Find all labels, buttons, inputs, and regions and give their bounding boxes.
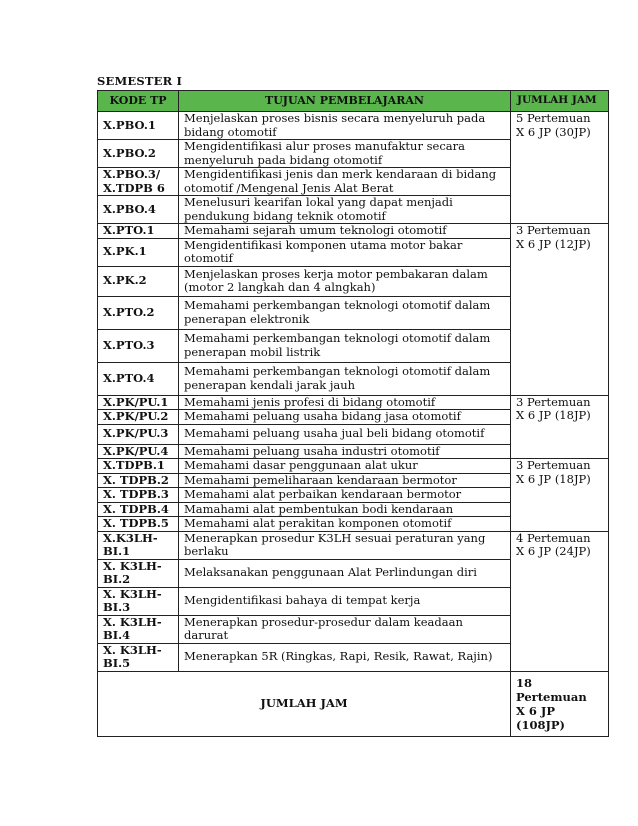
kode-tp-cell [98, 196, 179, 224]
tujuan-cell [179, 643, 511, 671]
total-value [511, 671, 609, 736]
kode-tp-line: X.TDPB 6 [103, 180, 165, 195]
kode-tp-line: X.PBO.3/ [103, 167, 161, 181]
table-body [98, 112, 609, 672]
kode-tp-line: X.PK/PU.1 [103, 394, 169, 409]
table-row [98, 112, 609, 140]
kode-tp-line: X.PTO.2 [103, 304, 155, 319]
tujuan-line: Memahami pemeliharaan kendaraan bermotor [184, 472, 457, 487]
tujuan-line: Memahami peluang usaha industri otomotif [184, 443, 440, 458]
tujuan-line: pendukung bidang teknik otomotif [184, 208, 386, 223]
kode-tp-cell [98, 296, 179, 329]
tujuan-cell [179, 329, 511, 362]
kode-tp-line: X.PTO.3 [103, 337, 155, 352]
tujuan-cell [179, 502, 511, 517]
tujuan-line: Memahami alat perbaikan kendaraan bermotor [184, 487, 462, 501]
kode-tp-cell [98, 329, 179, 362]
tujuan-line: otomotif /Mengenal Jenis Alat Berat [184, 180, 394, 195]
kode-tp-line: X. K3LH- [103, 642, 162, 657]
jumlah-jam-line: X 6 JP (18JP) [516, 471, 591, 486]
kode-tp-line: X.K3LH- [103, 530, 158, 545]
kode-tp-line: X. K3LH- [103, 586, 162, 601]
kode-tp-cell [98, 224, 179, 239]
tujuan-line: menyeluruh pada bidang otomotif [184, 152, 383, 167]
tujuan-cell [179, 362, 511, 395]
kode-tp-line: X.PK.1 [103, 244, 147, 259]
kode-tp-cell [98, 112, 179, 140]
tujuan-cell [179, 196, 511, 224]
kode-tp-line: X. TDPB.2 [103, 472, 169, 487]
jumlah-jam-line: 4 Pertemuan [516, 530, 591, 545]
table-row [98, 459, 609, 474]
kode-tp-cell [98, 362, 179, 395]
tujuan-line: (motor 2 langkah dan 4 alngkah) [184, 280, 376, 294]
tujuan-line: Mengidentifikasi komponen utama motor bakar otomotif [184, 237, 463, 265]
tujuan-cell [179, 587, 511, 615]
kode-tp-cell [98, 424, 179, 444]
tujuan-cell [179, 395, 511, 410]
jumlah-jam-line: X 6 JP (30JP) [516, 124, 591, 139]
kode-tp-cell [98, 168, 179, 196]
tujuan-cell [179, 112, 511, 140]
kode-tp-cell [98, 473, 179, 488]
tujuan-line: Mamahami alat pembentukan bodi kendaraan [184, 501, 454, 516]
tujuan-line: Memahami perkembangan teknologi otomotif dalam [184, 364, 491, 378]
tujuan-cell [179, 224, 511, 239]
tujuan-cell [179, 140, 511, 168]
tujuan-cell [179, 615, 511, 643]
tujuan-line: Memahami dasar penggunaan alat ukur [184, 458, 418, 472]
kode-tp-cell [98, 444, 179, 459]
kode-tp-line: X. K3LH- [103, 558, 162, 573]
kode-tp-cell [98, 140, 179, 168]
kode-tp-cell [98, 559, 179, 587]
kode-tp-line: X.PBO.4 [103, 201, 156, 216]
kode-tp-line: BI.1 [103, 544, 131, 558]
tujuan-line: Menerapkan 5R (Ringkas, Rapi, Resik, Rawat, Rajin) [184, 649, 493, 664]
kode-tp-line: BI.3 [103, 600, 131, 614]
kode-tp-cell [98, 410, 179, 425]
total-row [98, 671, 609, 736]
kode-tp-line: X. TDPB.4 [103, 501, 169, 516]
kode-tp-line: X.PBO.1 [103, 117, 156, 132]
tujuan-line: penerapan mobil listrik [184, 344, 321, 359]
header-tujuan-pembelajaran: TUJUAN PEMBELAJARAN [179, 91, 511, 112]
kode-tp-line: X. K3LH- [103, 614, 162, 629]
kode-tp-cell [98, 517, 179, 532]
kode-tp-cell [98, 587, 179, 615]
tujuan-line: berlaku [184, 544, 229, 558]
kode-tp-cell [98, 238, 179, 266]
tujuan-cell [179, 238, 511, 266]
jumlah-jam-line: 3 Pertemuan [516, 458, 591, 472]
kode-tp-line: BI.4 [103, 628, 131, 642]
tujuan-cell [179, 424, 511, 444]
tujuan-line: Mengidentifikasi alur proses manufaktur secara [184, 139, 465, 153]
kode-tp-cell [98, 266, 179, 296]
tujuan-cell [179, 410, 511, 425]
kode-tp-line: X.PTO.1 [103, 223, 155, 237]
kode-tp-line: X.PK/PU.3 [103, 426, 169, 441]
tujuan-line: bidang otomotif [184, 124, 277, 139]
jumlah-jam-line: X 6 JP (24JP) [516, 544, 591, 558]
learning-goals-table [97, 90, 609, 737]
kode-tp-cell [98, 643, 179, 671]
tujuan-line: Melaksanakan penggunaan Alat Perlindungan diri [184, 565, 477, 580]
tujuan-line: Mengidentifikasi jenis dan merk kendaraan di bidang [184, 167, 497, 181]
tujuan-line: Menerapkan prosedur K3LH sesuai peraturan yang [184, 530, 486, 545]
jumlah-jam-line: 5 Pertemuan [516, 111, 591, 125]
kode-tp-cell [98, 502, 179, 517]
kode-tp-line: X.TDPB.1 [103, 458, 165, 472]
total-value-line: (108JP) [516, 717, 565, 732]
tujuan-line: Memahami sejarah umum teknologi otomotif [184, 223, 447, 237]
jumlah-jam-line: 3 Pertemuan [516, 223, 591, 237]
kode-tp-line: X.PBO.2 [103, 145, 156, 160]
total-value-line: 18 Pertemuan [516, 675, 587, 704]
kode-tp-line: X.PTO.4 [103, 370, 155, 385]
kode-tp-cell [98, 615, 179, 643]
tujuan-cell [179, 559, 511, 587]
kode-tp-line: X.PK/PU.4 [103, 443, 169, 458]
kode-tp-line: X. TDPB.5 [103, 516, 169, 530]
header-kode-tp: KODE TP [98, 91, 179, 112]
tujuan-line: Menerapkan prosedur-prosedur dalam keadaan darurat [184, 614, 463, 642]
tujuan-line: Memahami peluang usaha jual beli bidang otomotif [184, 426, 485, 441]
tujuan-cell [179, 168, 511, 196]
tujuan-cell [179, 296, 511, 329]
total-value-line: X 6 JP [516, 703, 556, 718]
tujuan-cell [179, 444, 511, 459]
jumlah-jam-cell [511, 112, 609, 224]
kode-tp-line: BI.2 [103, 572, 131, 586]
jumlah-jam-line: X 6 JP (12JP) [516, 236, 591, 251]
jumlah-jam-cell [511, 459, 609, 532]
kode-tp-cell [98, 459, 179, 474]
tujuan-cell [179, 517, 511, 532]
tujuan-cell [179, 473, 511, 488]
tujuan-line: penerapan kendali jarak jauh [184, 377, 356, 392]
kode-tp-cell [98, 488, 179, 503]
tujuan-cell [179, 459, 511, 474]
tujuan-cell [179, 266, 511, 296]
table-row [98, 531, 609, 559]
kode-tp-line: X.PK.2 [103, 273, 147, 288]
jumlah-jam-cell [511, 224, 609, 396]
table-row [98, 224, 609, 239]
tujuan-line: Menelusuri kearifan lokal yang dapat menjadi [184, 195, 453, 209]
jumlah-jam-line: 3 Pertemuan [516, 394, 591, 409]
jumlah-jam-cell [511, 395, 609, 459]
semester-title: SEMESTER I [97, 74, 183, 88]
tujuan-cell [179, 531, 511, 559]
tujuan-line: Memahami jenis profesi di bidang otomotif [184, 394, 436, 409]
kode-tp-line: X. TDPB.3 [103, 487, 169, 501]
kode-tp-cell [98, 531, 179, 559]
kode-tp-cell [98, 395, 179, 410]
tujuan-line: Memahami alat perakitan komponen otomotif [184, 516, 452, 530]
table-row [98, 395, 609, 410]
jumlah-jam-cell [511, 531, 609, 671]
tujuan-cell [179, 488, 511, 503]
header-jumlah-jam: JUMLAH JAM [511, 91, 609, 112]
jumlah-jam-line: X 6 JP (18JP) [516, 408, 591, 422]
kode-tp-line: X.PK/PU.2 [103, 409, 169, 423]
tujuan-line: penerapan elektronik [184, 311, 310, 326]
tujuan-line: Menjelaskan proses bisnis secara menyeluruh pada [184, 111, 486, 125]
tujuan-line: Menjelaskan proses kerja motor pembakaran dalam [184, 266, 488, 281]
tujuan-line: Mengidentifikasi bahaya di tempat kerja [184, 593, 421, 608]
tujuan-line: Memahami peluang usaha bidang jasa otomotif [184, 409, 461, 423]
total-label: JUMLAH JAM [98, 671, 511, 736]
tujuan-line: Memahami perkembangan teknologi otomotif dalam [184, 298, 491, 312]
tujuan-line: Memahami perkembangan teknologi otomotif dalam [184, 331, 491, 345]
table-header-row [98, 91, 609, 112]
kode-tp-line: BI.5 [103, 656, 131, 670]
